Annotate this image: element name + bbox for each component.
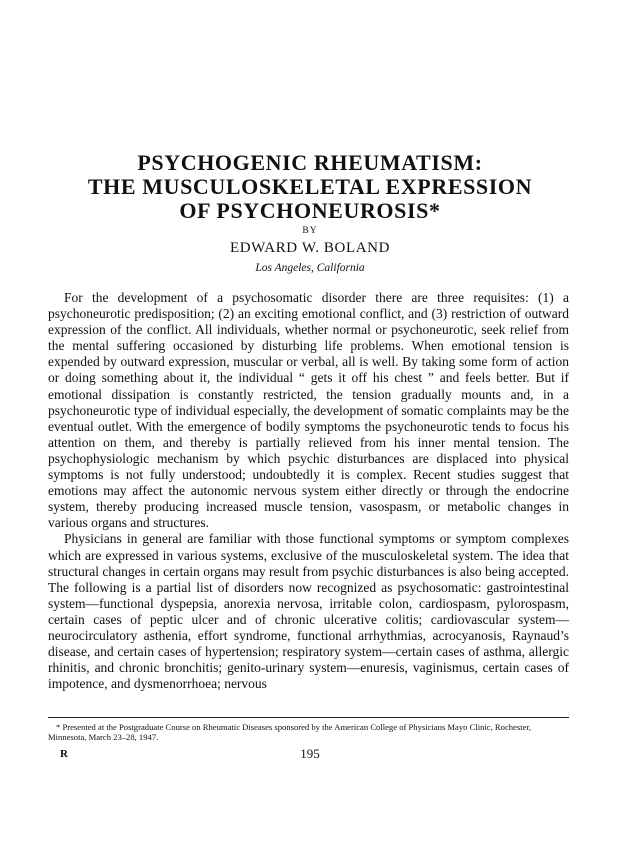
article-title-line-1: PSYCHOGENIC RHEUMATISM: bbox=[137, 150, 483, 175]
article-body bbox=[48, 290, 569, 692]
body-paragraph-2: Physicians in general are familiar with those functional symptoms or symptom complexes which are expressed in various systems, exclusive of the musculoskeletal system. The idea that structural changes in certain organs may result from psychic disturbances is also being accepted. The following is a partial list of disorders now recognized as psychosomatic: gastrointestinal system—functional dyspepsia, anorexia nervosa, irritable colon, cardiospasm, pylorospasm, certain cases of peptic ulcer and of chronic ulcerative colitis; cardiovascular system—neurocirculatory asthenia, effort syndrome, functional arrhythmias, acrocyanosis, Raynaud’s disease, and certain cases of hypertension; respiratory system—certain cases of asthma, allergic rhinitis, and chronic bronchitis; genito-urinary system—enuresis, vaginismus, certain cases of impotence, and dysmenorrhoea; nervous bbox=[48, 531, 569, 692]
signature-mark: R bbox=[60, 748, 68, 760]
byline: BY bbox=[302, 226, 318, 236]
author-location: Los Angeles, California bbox=[255, 262, 365, 274]
article-title-line-2: THE MUSCULOSKELETAL EXPRESSION bbox=[87, 174, 533, 199]
article-title-line-3: OF PSYCHONEUROSIS* bbox=[179, 198, 441, 223]
author-name: EDWARD W. BOLAND bbox=[229, 240, 391, 256]
body-paragraph-1: For the development of a psychosomatic disorder there are three requisites: (1) a psychoneurotic predisposition; (2) an exciting emotional conflict, and (3) restriction of outward expression of the conflict. All individuals, whether normal or psychoneurotic, seek relief from the mental suffering occasioned by disturbing life problems. When emotional tension is expended by outward expression, muscular or verbal, all is well. By taking some form of action or doing something about it, the individual “ gets it off his chest ” and feels better. But if emotional dissipation is constantly restricted, the tension gradually mounts and, in a psychoneurotic type of individual especially, the development of somatic complaints may be the eventual outlet. With the emergence of bodily symptoms the psychoneurotic tends to focus his attention on them, and thereby is partially relieved from his inner mental tension. The psychophysiologic mechanism by which psychic disturbances are displaced into physical symptoms is not fully understood; undoubtedly it is complex. Recent studies suggest that emotions may affect the autonomic nervous system either directly or through the endocrine system, thereby producing increased muscle tension, vasospasm, or metabolic changes in various organs and structures. bbox=[48, 290, 569, 531]
footnote-divider bbox=[48, 717, 569, 718]
footnote: * Presented at the Postgraduate Course on Rheumatic Diseases sponsored by the American College of Physicians Mayo Clinic, Rochester, Minnesota, March 23–28, 1947. bbox=[48, 722, 532, 742]
page-number: 195 bbox=[300, 746, 320, 761]
